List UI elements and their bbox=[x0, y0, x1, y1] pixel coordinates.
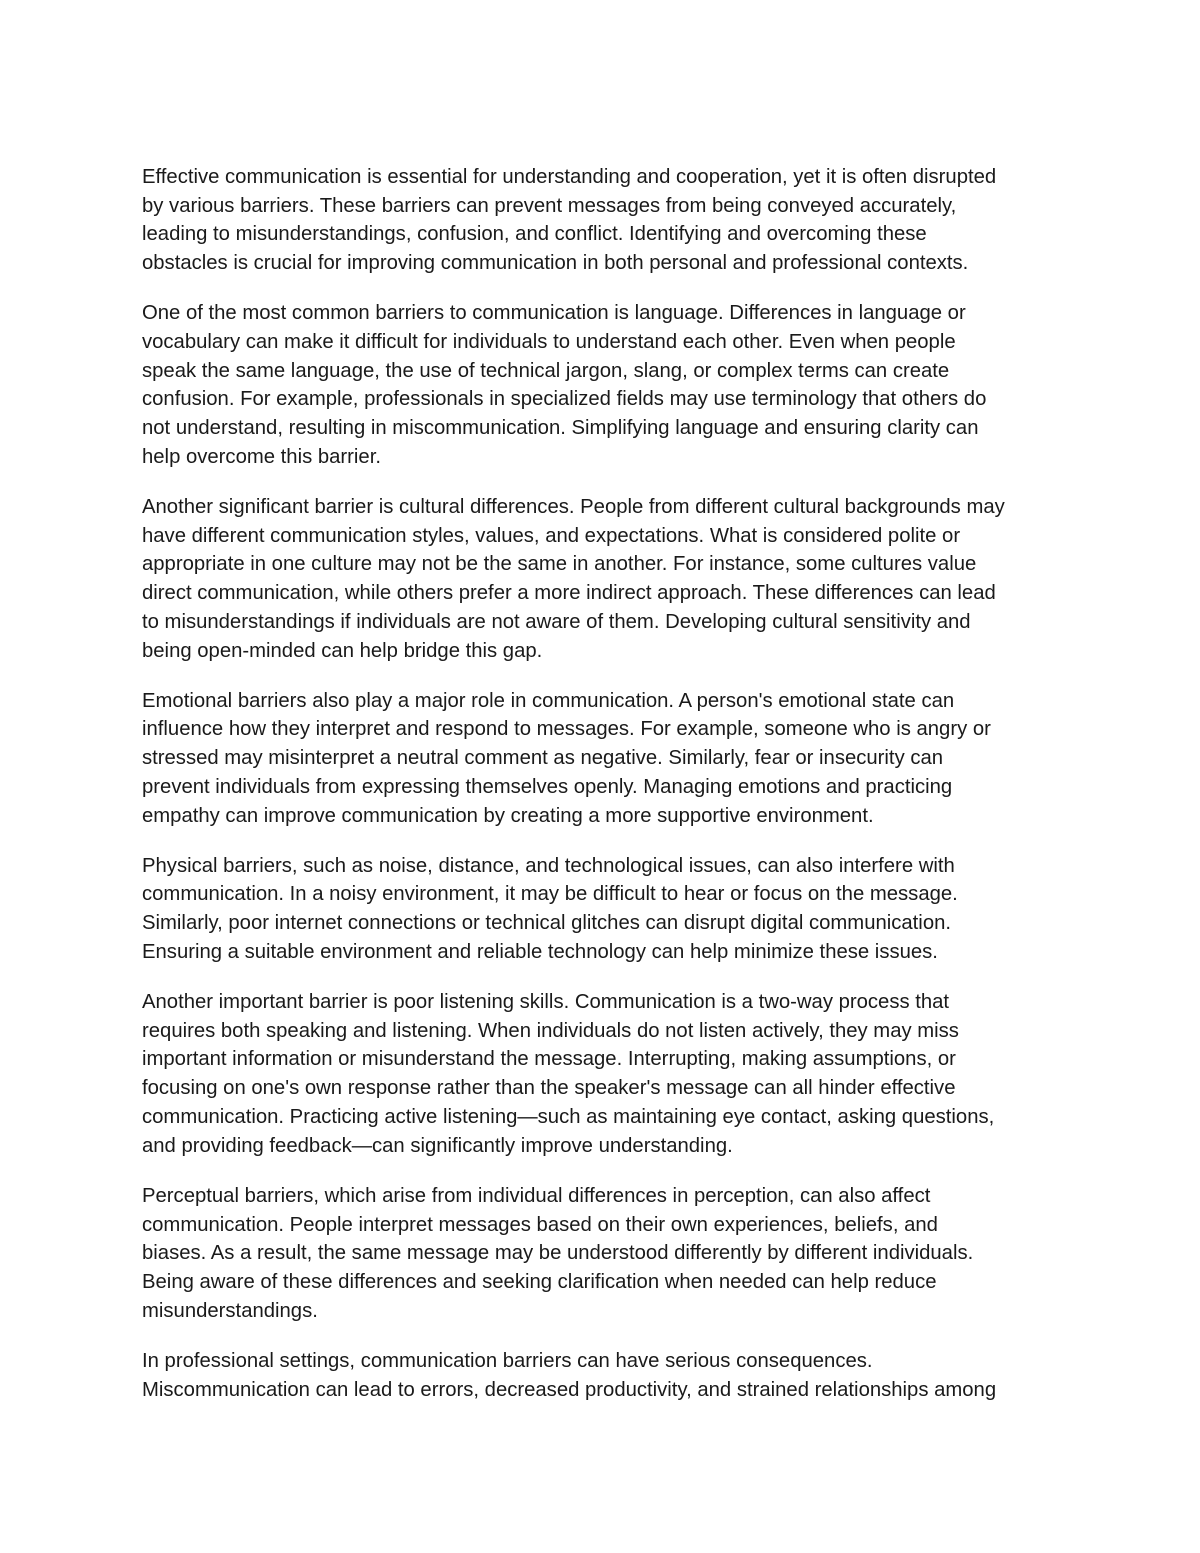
text-line: communication. People interpret messages based on their own experiences, beliefs, and bbox=[142, 1213, 938, 1236]
document-body bbox=[142, 163, 1072, 1426]
paragraph-perceptual bbox=[142, 1182, 1072, 1326]
text-line: direct communication, while others prefer a more indirect approach. These differences can lead bbox=[142, 582, 996, 605]
paragraph-emotional bbox=[142, 687, 1072, 831]
text-line: help overcome this barrier. bbox=[142, 445, 381, 468]
text-line: stressed may misinterpret a neutral comment as negative. Similarly, fear or insecurity can bbox=[142, 747, 944, 770]
text-line: not understand, resulting in miscommunication. Simplifying language and ensuring clarity can bbox=[142, 417, 979, 440]
text-line: Effective communication is essential for understanding and cooperation, yet it is often disrupted bbox=[142, 166, 997, 188]
paragraph-professional bbox=[142, 1347, 1072, 1404]
text-line: have different communication styles, values, and expectations. What is considered polite or bbox=[142, 524, 961, 547]
text-line: prevent individuals from expressing themselves openly. Managing emotions and practicing bbox=[142, 775, 953, 798]
text-line: One of the most common barriers to communication is language. Differences in language or bbox=[142, 302, 966, 325]
text-line: communication. In a noisy environment, it may be difficult to hear or focus on the message. bbox=[142, 883, 958, 906]
text-line: and providing feedback—can significantly improve understanding. bbox=[142, 1134, 733, 1157]
text-line: Another significant barrier is cultural differences. People from different cultural backgrounds may bbox=[142, 496, 1005, 519]
text-line: Miscommunication can lead to errors, decreased productivity, and strained relationships among bbox=[142, 1378, 997, 1401]
text-line: Similarly, poor internet connections or technical glitches can disrupt digital communication. bbox=[142, 912, 952, 935]
text-line: Emotional barriers also play a major role in communication. A person's emotional state can bbox=[142, 689, 955, 712]
paragraph-physical bbox=[142, 852, 1072, 967]
paragraph-listening bbox=[142, 988, 1072, 1160]
text-line: being open-minded can help bridge this gap. bbox=[142, 639, 543, 662]
paragraph-language bbox=[142, 299, 1072, 471]
text-line: Ensuring a suitable environment and reliable technology can help minimize these issues. bbox=[142, 940, 938, 963]
text-line: obstacles is crucial for improving communication in both personal and professional contexts. bbox=[142, 252, 969, 275]
text-line: appropriate in one culture may not be the same in another. For instance, some cultures value bbox=[142, 553, 977, 576]
text-line: Being aware of these differences and seeking clarification when needed can help reduce bbox=[142, 1270, 937, 1293]
paragraph-intro bbox=[142, 163, 1072, 278]
text-line: vocabulary can make it difficult for individuals to understand each other. Even when people bbox=[142, 331, 956, 354]
text-line: requires both speaking and listening. When individuals do not listen actively, they may miss bbox=[142, 1019, 959, 1042]
text-line: speak the same language, the use of technical jargon, slang, or complex terms can create bbox=[142, 359, 950, 382]
text-line: confusion. For example, professionals in specialized fields may use terminology that others do bbox=[142, 388, 987, 411]
text-line: Another important barrier is poor listening skills. Communication is a two-way process that bbox=[142, 991, 950, 1014]
text-line: communication. Practicing active listening—such as maintaining eye contact, asking questions, bbox=[142, 1105, 995, 1128]
text-line: Perceptual barriers, which arise from individual differences in perception, can also affect bbox=[142, 1184, 931, 1207]
text-line: empathy can improve communication by creating a more supportive environment. bbox=[142, 804, 874, 827]
text-line: In professional settings, communication barriers can have serious consequences. bbox=[142, 1349, 873, 1372]
text-line: important information or misunderstand the message. Interrupting, making assumptions, or bbox=[142, 1048, 956, 1071]
text-line: biases. As a result, the same message may be understood differently by different individuals. bbox=[142, 1242, 974, 1265]
text-line: to misunderstandings if individuals are not aware of them. Developing cultural sensitivity and bbox=[142, 610, 971, 633]
text-line: by various barriers. These barriers can prevent messages from being conveyed accurately, bbox=[142, 194, 957, 217]
text-line: misunderstandings. bbox=[142, 1299, 318, 1322]
text-line: influence how they interpret and respond to messages. For example, someone who is angry or bbox=[142, 718, 991, 741]
text-line: Physical barriers, such as noise, distance, and technological issues, can also interfere with bbox=[142, 854, 955, 877]
text-line: leading to misunderstandings, confusion, and conflict. Identifying and overcoming these bbox=[142, 223, 927, 246]
paragraph-cultural bbox=[142, 493, 1072, 665]
text-line: focusing on one's own response rather than the speaker's message can all hinder effective bbox=[142, 1077, 956, 1100]
